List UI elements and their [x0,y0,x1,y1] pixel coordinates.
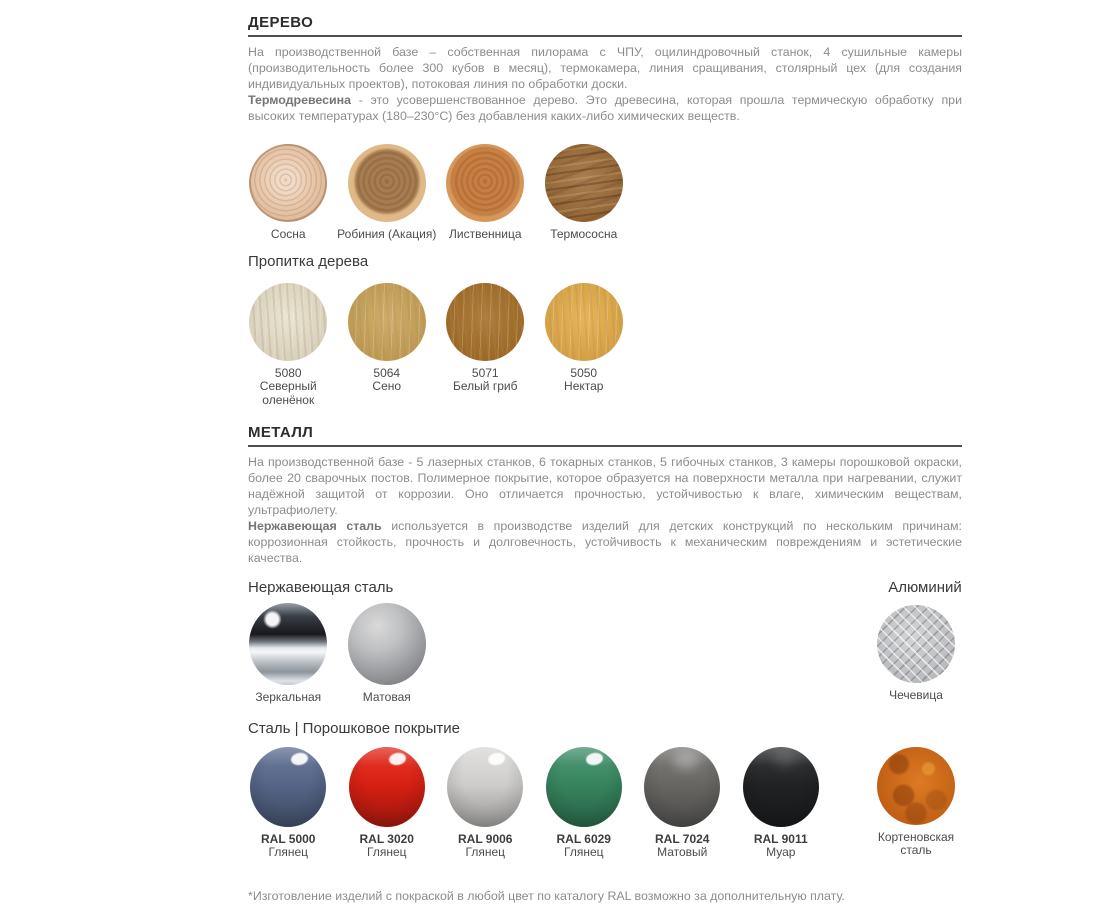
powder-column [436,747,535,860]
aluminum-column [867,605,965,703]
powder-column [732,747,831,860]
wood-types-row [239,144,962,242]
impregnation-swatch-5064 [348,283,426,361]
powder-swatch-ral6029 [546,747,622,827]
powder-column [535,747,634,860]
impregnation-row [239,283,962,408]
stainless-title: Нержавеющая сталь [248,579,394,596]
swatch-finish: Глянец [268,845,308,859]
stainless-term: Нержавеющая сталь [248,519,382,533]
impregnation-column [239,283,338,408]
swatch-code: RAL 9011 [753,831,808,846]
metal-section-title: МЕТАЛЛ [248,424,314,441]
swatch-code: 5071 [471,365,499,380]
swatch-finish: Глянец [465,845,505,859]
swatch-label: Зеркальная [255,690,322,704]
impregnation-title: Пропитка дерева [248,252,369,270]
wood-description [248,44,962,124]
wood-swatch-larch [446,144,524,222]
swatch-label: Нектар [564,379,604,393]
powder-column [633,747,732,860]
powder-swatch-ral3020 [349,747,425,827]
impregnation-column [436,283,535,408]
catalog-page-content [248,0,962,915]
stainless-column [239,603,338,705]
wood-section-divider [248,35,962,37]
powder-coating-title: Сталь | Порошковое покрытие [248,719,460,737]
swatch-label: Северный оленёнок [259,379,317,407]
impregnation-swatch-5080 [249,283,327,361]
swatch-label: Кортеновская сталь [877,829,955,857]
swatch-code: RAL 6029 [556,831,611,846]
powder-row [239,747,962,860]
powder-swatch-ral9006 [447,747,523,827]
wood-swatch-robinia [348,144,426,222]
thermowood-term: Термодревесина [248,93,352,107]
corten-swatch [877,747,955,825]
swatch-code: RAL 5000 [261,831,316,846]
wood-swatch-thermopine [545,144,623,222]
swatch-label: Сосна [270,227,306,241]
swatch-label: Белый гриб [453,379,518,393]
swatch-label: Робиния (Акация) [337,227,437,241]
swatch-code: 5064 [373,365,401,380]
impregnation-column [338,283,437,408]
swatch-finish: Глянец [367,845,407,859]
aluminum-swatch-lentil [877,605,955,683]
swatch-code: RAL 9006 [458,831,513,846]
swatch-finish: Матовый [657,845,708,859]
swatch-finish: Муар [766,845,796,859]
swatch-label: Сено [372,379,402,393]
stainless-swatch-mirror [249,603,327,685]
ral-footnote: *Изготовление изделий с покраской в любой цвет по каталогу RAL возможно за дополнительную плату. [248,888,845,903]
powder-column [239,747,338,860]
powder-swatch-ral5000 [250,747,326,827]
wood-type-column [338,144,437,242]
metal-description-text: На производственной базе - 5 лазерных станков, 6 токарных станков, 5 гибочных станков, 3 камеры порошковой окраски, более 20 сварочных постов. Полимерное покрытие, которое образуется на поверхности металла при нагревании, служит надёжной защитой от коррозии. Оно отличается прочностью, устойчивостью к влаге, химическим веществам, ультрафиолету. [248,455,962,517]
wood-section-title: ДЕРЕВО [248,14,314,31]
swatch-code: 5080 [274,365,302,380]
wood-type-column [436,144,535,242]
swatch-code: 5050 [570,365,598,380]
corten-column [867,747,965,858]
powder-swatch-ral7024 [644,747,720,827]
swatch-label: Лиственница [449,227,522,241]
stainless-definition: используется в производстве изделий для детских конструкций по нескольким причинам: коррозионная стойкость, прочность и долговечность, устойчивость к механическим повреждениям и эстетические качества. [248,519,963,565]
metal-section-divider [248,445,962,447]
aluminum-title: Алюминий [888,579,962,596]
wood-type-column [535,144,634,242]
impregnation-column [535,283,634,408]
impregnation-swatch-5050 [545,283,623,361]
stainless-column [338,603,437,705]
stainless-aluminum-headers [248,579,962,597]
thermowood-definition: - это усовершенствованное дерево. Это древесина, которая прошла термическую обработку при высоких температурах (180–230°С) без добавления каких-либо химических веществ. [248,93,962,123]
powder-column [338,747,437,860]
wood-description-text: На производственной базе – собственная пилорама с ЧПУ, оцилиндровочный станок, 4 сушильные камеры (производительность более 300 кубов в месяц), термокамера, линия сращивания, столярный цех (для создания индивидуальных проектов), потоковая линия по обработки доски. [248,45,962,91]
swatch-code: RAL 7024 [655,831,710,846]
powder-swatch-ral9011 [743,747,819,827]
impregnation-swatch-5071 [446,283,524,361]
swatch-label: Термососна [550,227,618,241]
stainless-row [239,603,962,705]
swatch-code: RAL 3020 [359,831,414,846]
swatch-label: Матовая [362,690,411,704]
stainless-swatch-matte [348,603,426,685]
swatch-label: Чечевица [889,688,943,702]
wood-type-column [239,144,338,242]
metal-description [248,454,962,566]
swatch-finish: Глянец [564,845,604,859]
wood-swatch-pine [249,144,327,222]
